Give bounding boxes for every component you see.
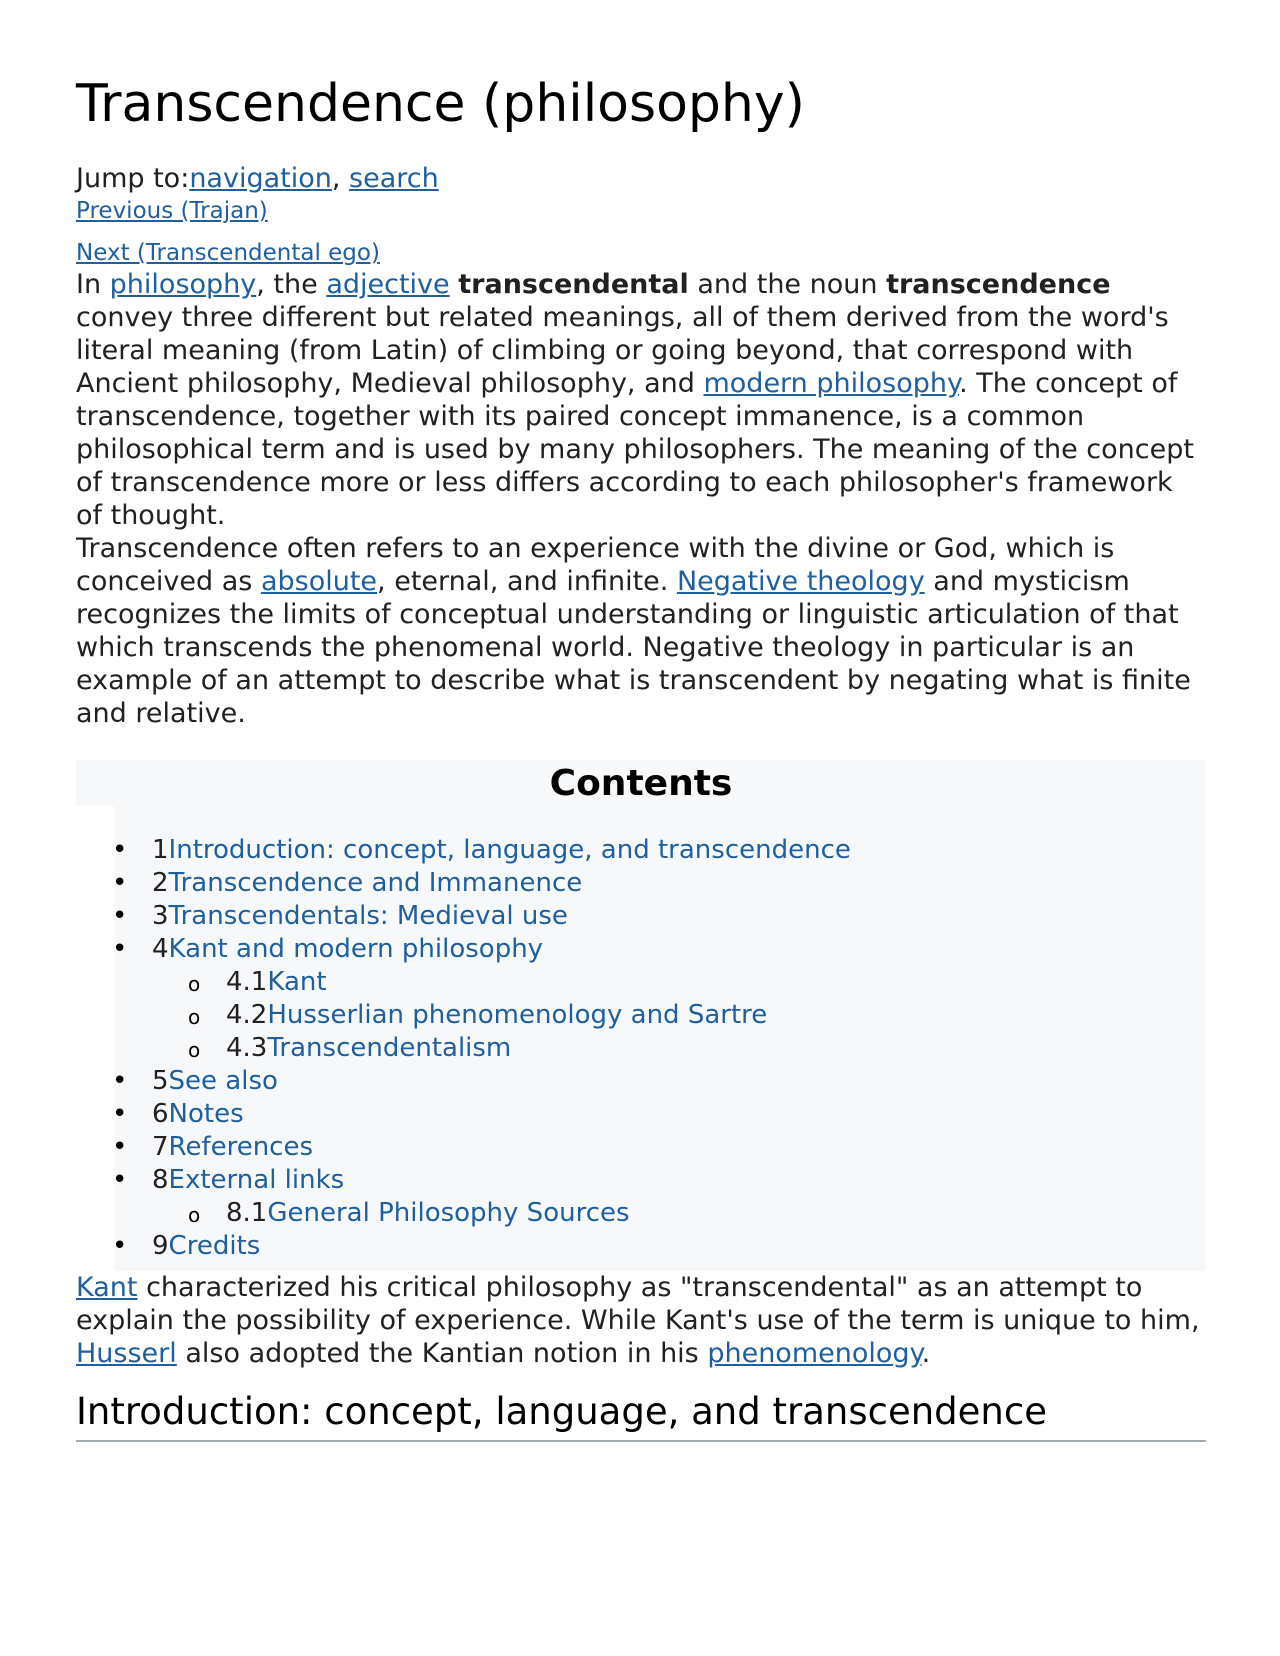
toc-link[interactable]: Husserlian phenomenology and Sartre bbox=[267, 1000, 768, 1030]
toc-number: 6 bbox=[152, 1099, 169, 1129]
text: . The concept of transcendence, together with its paired concept immanence, is a common philosophical term and is used by many philosophers. The meaning of the concept of transcendence more or less differs according to each philosopher's framework of thought. bbox=[76, 368, 1194, 531]
toc-subitem bbox=[76, 1197, 1206, 1230]
jump-to-label: Jump to: bbox=[76, 163, 190, 194]
previous-article-link[interactable]: Previous (Trajan) bbox=[76, 198, 268, 224]
toc-number: 8 bbox=[152, 1165, 169, 1195]
text: and mysticism recognizes the limits of conceptual understanding or linguistic articulation of that which transcends the phenomenal world. Negative theology in particular is an example of an attempt to describe what is transcendent by negating what is finite and relative. bbox=[76, 566, 1191, 729]
toc-number: 9 bbox=[152, 1231, 169, 1261]
toc-link[interactable]: References bbox=[168, 1132, 314, 1162]
jump-separator: , bbox=[331, 163, 350, 194]
adjective-link[interactable]: adjective bbox=[326, 269, 450, 300]
toc-subitem bbox=[76, 999, 1206, 1032]
toc-link[interactable]: Credits bbox=[168, 1231, 261, 1261]
toc-item bbox=[76, 1230, 1206, 1263]
text: also adopted the Kantian notion in his bbox=[176, 1338, 708, 1369]
text: convey three different but related meanings, all of them derived from the word's literal meaning (from Latin) of climbing or going beyond, that correspond with Ancient philosophy, Medieval philosophy, and bbox=[76, 302, 1169, 399]
philosophy-link[interactable]: philosophy bbox=[109, 269, 257, 300]
text: , the bbox=[256, 269, 327, 300]
kant-paragraph bbox=[76, 1271, 1206, 1370]
absolute-link[interactable]: absolute bbox=[260, 566, 378, 597]
text bbox=[450, 269, 459, 300]
divine-paragraph bbox=[76, 532, 1206, 730]
toc-number: 2 bbox=[152, 868, 169, 898]
toc-link[interactable]: Notes bbox=[168, 1099, 244, 1129]
toc-number: 8.1 bbox=[226, 1198, 268, 1228]
text: . bbox=[921, 1338, 931, 1369]
modern-philosophy-link[interactable]: modern philosophy bbox=[703, 368, 960, 399]
jump-to-bar bbox=[76, 162, 1206, 196]
toc-item bbox=[76, 933, 1206, 966]
toc-number: 4 bbox=[152, 934, 169, 964]
toc-link[interactable]: Introduction: concept, language, and transcendence bbox=[168, 835, 851, 865]
next-article-link[interactable]: Next (Transcendental ego) bbox=[76, 240, 380, 266]
toc-number: 7 bbox=[152, 1132, 169, 1162]
husserl-link[interactable]: Husserl bbox=[76, 1338, 177, 1369]
toc-subitem bbox=[76, 966, 1206, 999]
toc-link[interactable]: General Philosophy Sources bbox=[267, 1198, 630, 1228]
toc-item bbox=[76, 900, 1206, 933]
toc-link[interactable]: Kant bbox=[267, 967, 327, 997]
kant-link[interactable]: Kant bbox=[76, 1272, 138, 1303]
text: Transcendence often refers to an experience with the divine or God, which is conceived as bbox=[76, 533, 1115, 597]
toc-link[interactable]: See also bbox=[168, 1066, 278, 1096]
text: and the noun bbox=[688, 269, 887, 300]
toc-number: 5 bbox=[152, 1066, 169, 1096]
toc-number: 4.3 bbox=[226, 1033, 268, 1063]
text: characterized his critical philosophy as "transcendental" as an attempt to explain the possibility of experience. While Kant's use of the term is unique to him, bbox=[76, 1272, 1200, 1336]
toc-item bbox=[76, 1131, 1206, 1164]
jump-search-link[interactable]: search bbox=[349, 163, 439, 194]
bold-term-transcendental: transcendental bbox=[458, 269, 689, 300]
toc-link[interactable]: External links bbox=[168, 1165, 345, 1195]
toc-item bbox=[76, 867, 1206, 900]
toc-link[interactable]: Transcendentals: Medieval use bbox=[168, 901, 568, 931]
toc-list bbox=[76, 834, 1206, 1263]
toc-number: 3 bbox=[152, 901, 169, 931]
text: , eternal, and infinite. bbox=[377, 566, 677, 597]
toc-number: 1 bbox=[152, 835, 169, 865]
toc-number: 4.2 bbox=[226, 1000, 268, 1030]
toc-link[interactable]: Transcendentalism bbox=[267, 1033, 512, 1063]
toc-link[interactable]: Kant and modern philosophy bbox=[168, 934, 544, 964]
toc-link[interactable]: Transcendence and Immanence bbox=[168, 868, 583, 898]
intro-paragraph bbox=[76, 268, 1206, 532]
article-content bbox=[76, 70, 1206, 1442]
jump-navigation-link[interactable]: navigation bbox=[189, 163, 332, 194]
phenomenology-link[interactable]: phenomenology bbox=[707, 1338, 922, 1369]
table-of-contents bbox=[76, 760, 1206, 1271]
page-title: Transcendence (philosophy) bbox=[76, 74, 805, 134]
negative-theology-link[interactable]: Negative theology bbox=[676, 566, 925, 597]
toc-item bbox=[76, 1164, 1206, 1197]
toc-item bbox=[76, 834, 1206, 867]
bold-term-transcendence: transcendence bbox=[886, 269, 1111, 300]
toc-subitem bbox=[76, 1032, 1206, 1065]
toc-number: 4.1 bbox=[226, 967, 268, 997]
toc-item bbox=[76, 1065, 1206, 1098]
toc-title: Contents bbox=[549, 763, 733, 804]
toc-item bbox=[76, 1098, 1206, 1131]
text: In bbox=[76, 269, 110, 300]
section-heading-introduction: Introduction: concept, language, and transcendence bbox=[76, 1390, 1206, 1442]
toc-spacer bbox=[76, 806, 1206, 834]
